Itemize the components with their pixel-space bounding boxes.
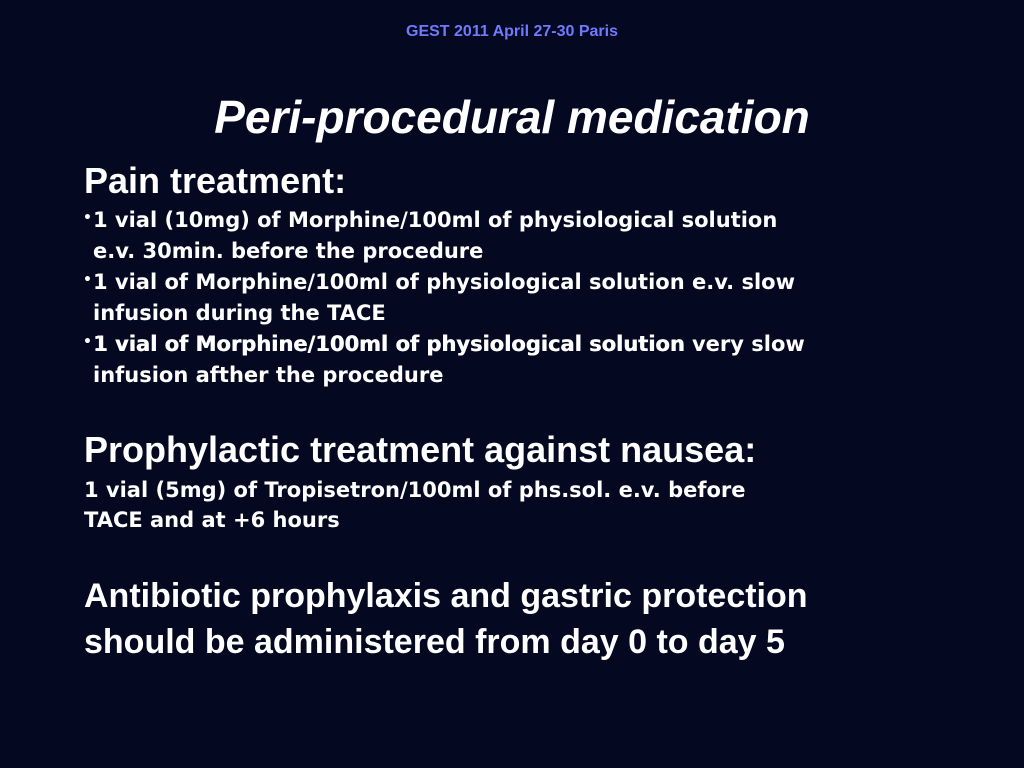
bullet-icon: • (83, 210, 92, 227)
bullet-line (93, 329, 954, 360)
closing-line: should be administered from day 0 to day 5 (84, 622, 785, 661)
pain-treatment-list (84, 205, 954, 391)
bullet-line: infusion afther the procedure (93, 363, 444, 388)
emphasized-text: 1 vial of Morphine/100ml of physiological solution (93, 332, 685, 357)
bullet-line: e.v. 30min. before the procedure (93, 239, 484, 264)
bullet-icon: • (83, 334, 92, 351)
slide-content (84, 160, 954, 665)
slide-title: Peri-procedural medication (214, 91, 810, 143)
bullet-line: 1 vial of Morphine/100ml of physiological solution e.v. slow (93, 270, 795, 295)
bullet-text: very slow (684, 332, 805, 357)
bullet-line: 1 vial (10mg) of Morphine/100ml of physiological solution (93, 208, 778, 233)
nausea-heading: Prophylactic treatment against nausea: (84, 429, 757, 471)
bullet-line: infusion during the TACE (93, 301, 386, 326)
pain-treatment-heading: Pain treatment: (84, 160, 347, 201)
nausea-text (84, 475, 954, 535)
nausea-line: TACE and at +6 hours (84, 507, 340, 532)
nausea-line: 1 vial (5mg) of Tropisetron/100ml of phs.sol. e.v. before (84, 477, 746, 502)
closing-statement (84, 573, 954, 665)
pain-bullet-item (84, 267, 954, 329)
bullet-icon: • (83, 272, 92, 289)
conference-header: GEST 2011 April 27-30 Paris (406, 23, 618, 40)
pain-bullet-item (84, 329, 954, 391)
pain-bullet-item (84, 205, 954, 267)
closing-line: Antibiotic prophylaxis and gastric protection (84, 576, 808, 615)
nausea-section (84, 429, 954, 534)
